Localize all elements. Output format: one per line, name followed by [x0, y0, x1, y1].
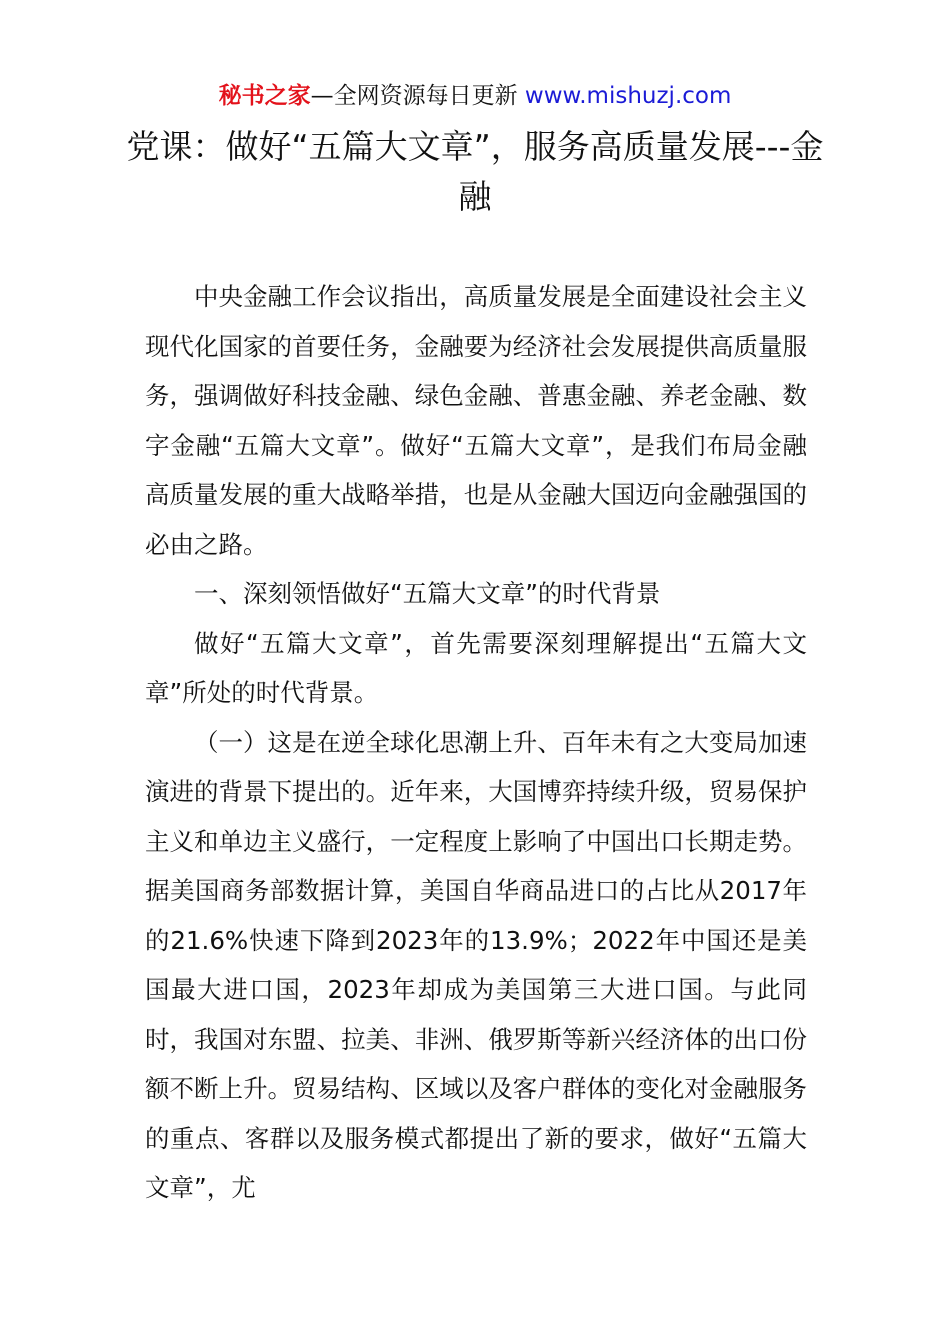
document-body	[145, 272, 807, 1213]
site-brand: 秘书之家	[218, 83, 311, 109]
section-heading: 一、深刻领悟做好“五篇大文章”的时代背景	[194, 579, 661, 608]
site-tagline: —全网资源每日更新	[310, 83, 525, 109]
paragraph-section-intro: 做好“五篇大文章”，首先需要深刻理解提出“五篇大文章”所处的时代背景。	[145, 628, 807, 707]
site-url-link[interactable]: www.mishuzj.com	[524, 83, 732, 109]
document-title: 党课：做好“五篇大文章”，服务高质量发展---金融	[126, 127, 824, 216]
paragraph-intro: 中央金融工作会议指出，高质量发展是全面建设社会主义现代化国家的首要任务，金融要为经济社会发展提供高质量服务，强调做好科技金融、绿色金融、普惠金融、养老金融、数字金融“五篇大文章”。做好“五篇大文章”，是我们布局金融高质量发展的重大战略举措，也是从金融大国迈向金融强国的必由之路。	[145, 282, 807, 559]
site-header	[0, 80, 950, 112]
paragraph-point-one: （一）这是在逆全球化思潮上升、百年未有之大变局加速演进的背景下提出的。近年来，大国博弈持续升级，贸易保护主义和单边主义盛行，一定程度上影响了中国出口长期走势。据美国商务部数据计算，美国自华商品进口的占比从2017年的21.6%快速下降到2023年的13.9%；2022年中国还是美国最大进口国，2023年却成为美国第三大进口国。与此同时，我国对东盟、拉美、非洲、俄罗斯等新兴经济体的出口份额不断上升。贸易结构、区域以及客户群体的变化对金融服务的重点、客群以及服务模式都提出了新的要求，做好“五篇大文章”，尤	[145, 727, 807, 1202]
